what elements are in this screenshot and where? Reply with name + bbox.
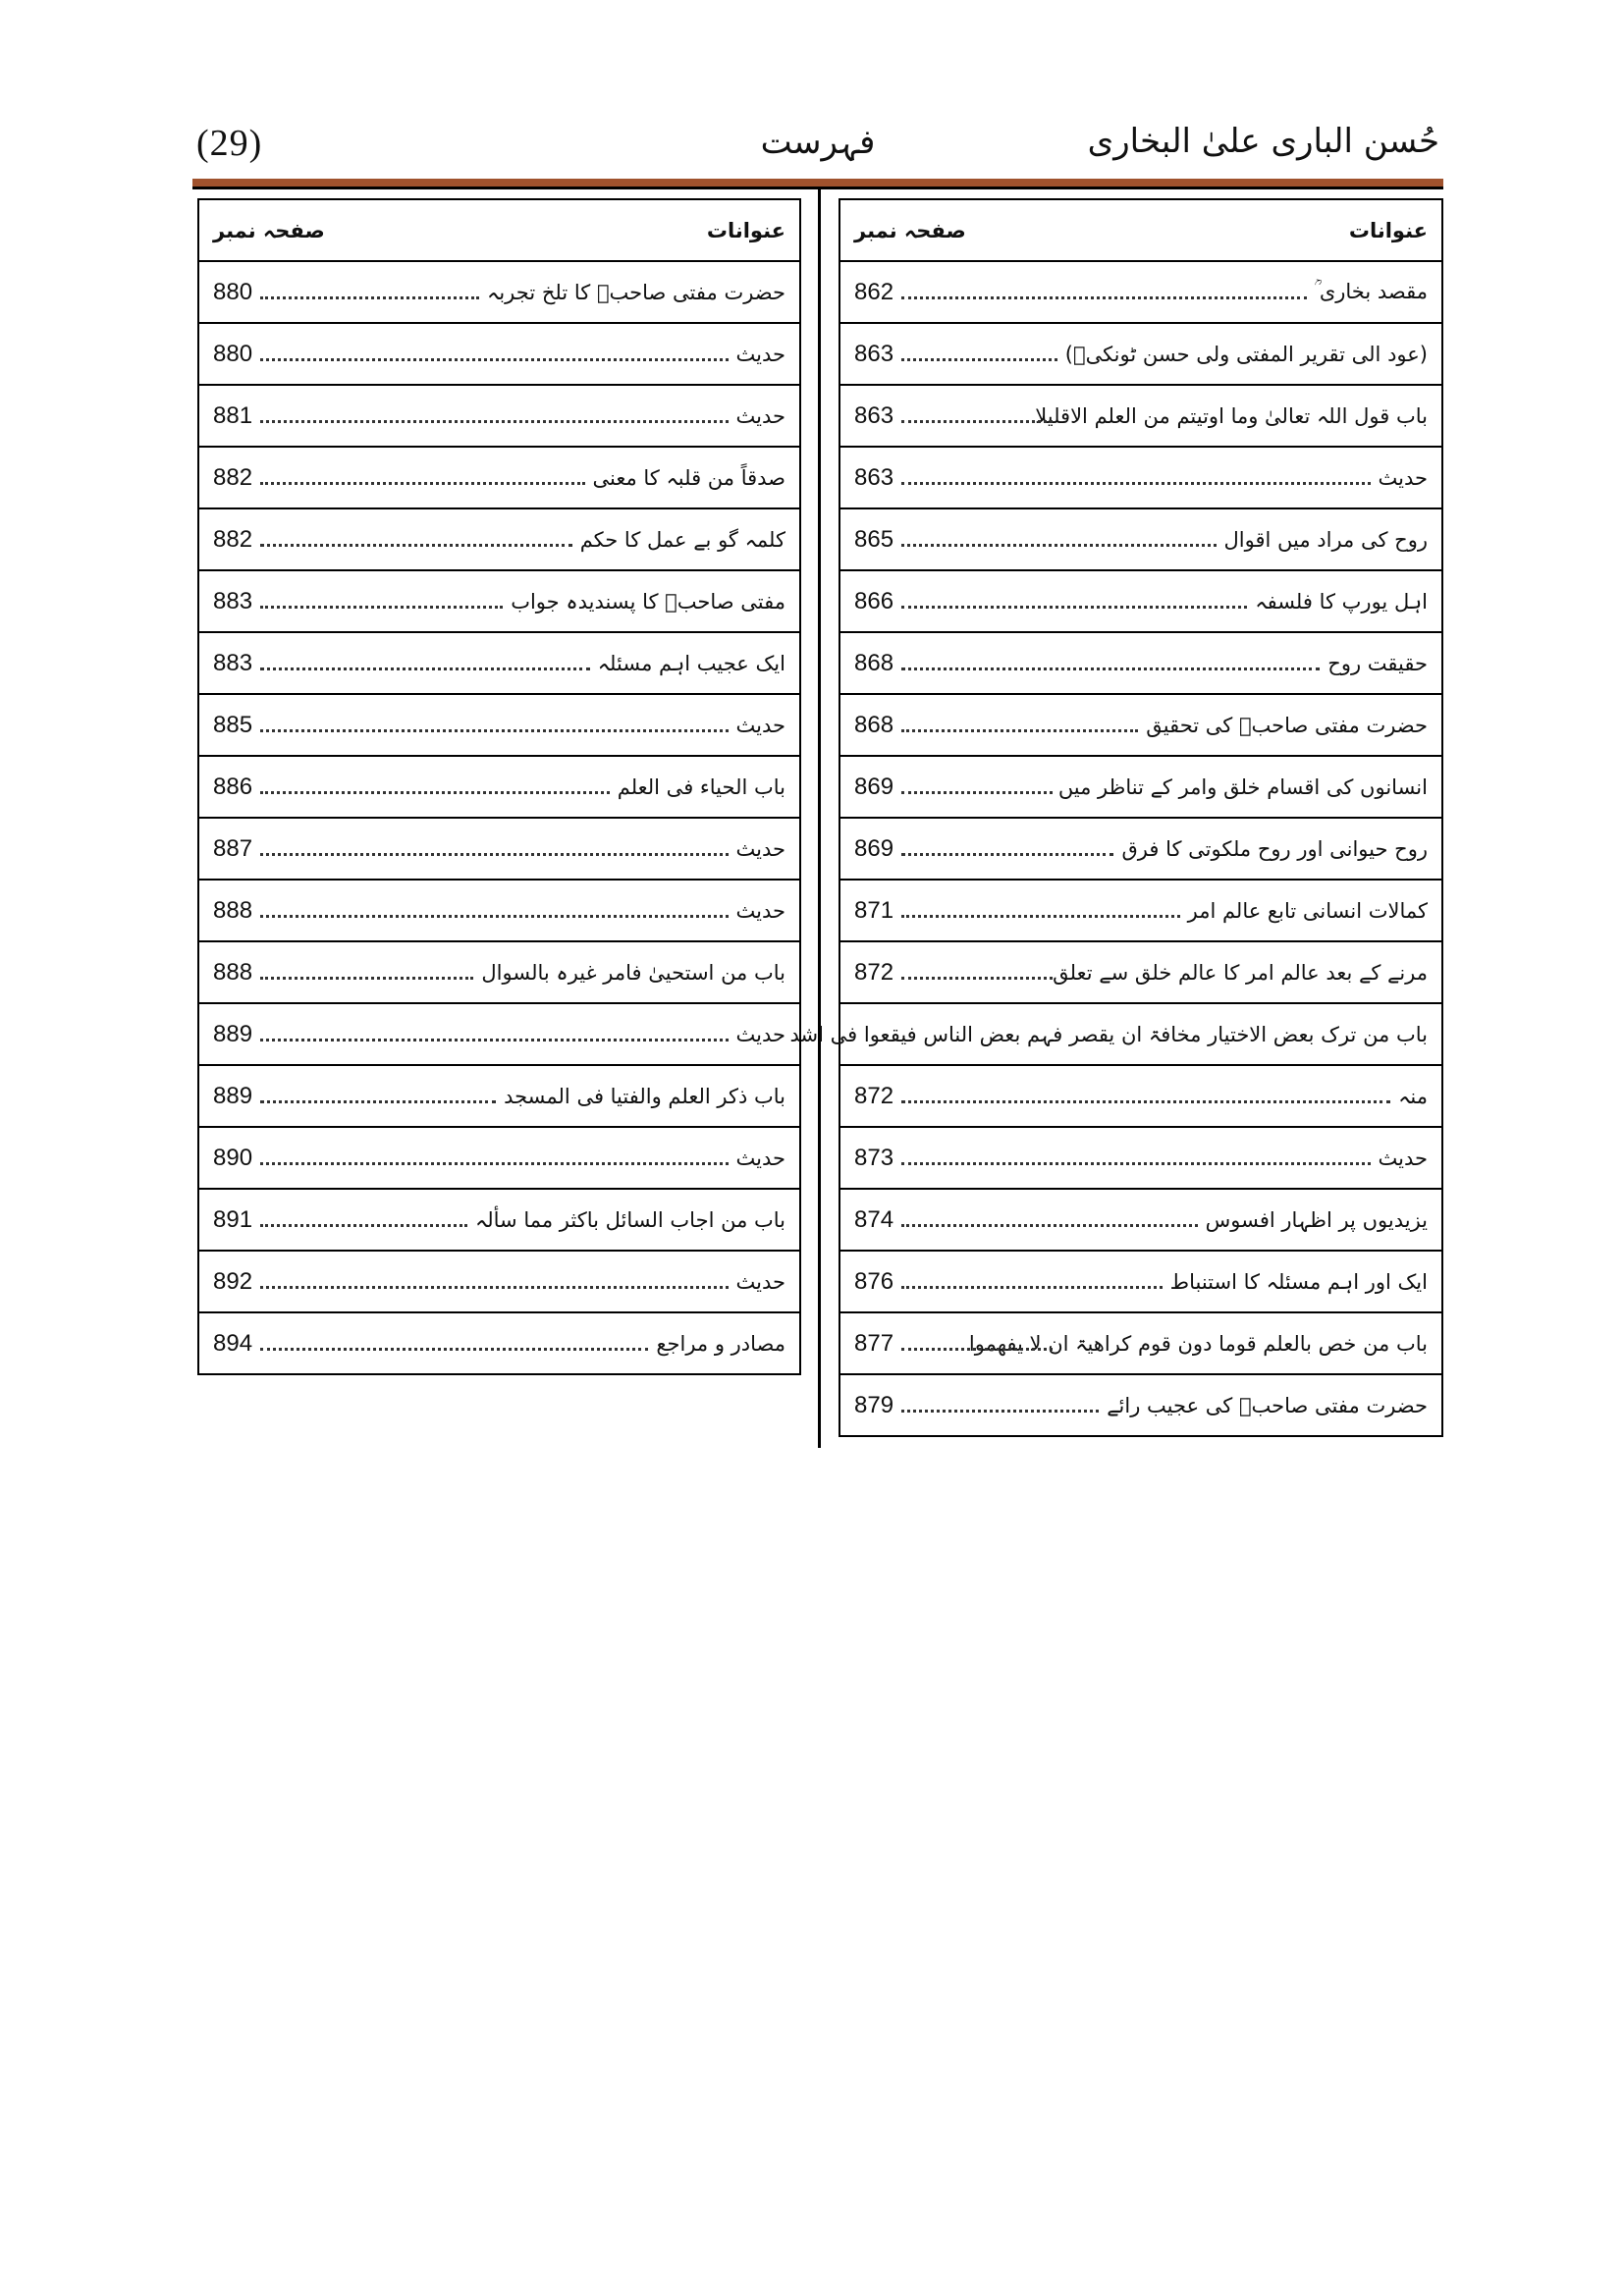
column-divider xyxy=(818,189,821,1448)
toc-row xyxy=(199,1313,799,1375)
toc-entry-title: حضرت مفتی صاحبؒ کا تلخ تجربہ xyxy=(487,280,785,304)
toc-entry-title: منہ xyxy=(1398,1084,1428,1108)
toc-row xyxy=(199,942,799,1004)
toc-entry-title: باب من خص بالعلم قوما دون قوم کراھیۃ ان لا یفھموا xyxy=(968,1331,1428,1356)
toc-row xyxy=(199,1252,799,1313)
toc-page-number: 876 xyxy=(854,1267,894,1295)
dot-leader xyxy=(260,420,728,423)
toc-page-number: 888 xyxy=(213,896,253,924)
toc-row xyxy=(840,881,1441,942)
toc-row xyxy=(199,1190,799,1252)
dot-leader xyxy=(260,977,473,980)
toc-page-number: 889 xyxy=(213,1082,253,1109)
header-topics: عنوانات xyxy=(706,218,785,242)
toc-row xyxy=(840,1066,1441,1128)
toc-entry-title: کلمہ گو بے عمل کا حکم xyxy=(579,527,785,552)
dot-leader xyxy=(901,296,1307,299)
toc-entry-title: حضرت مفتی صاحبؒ کی تحقیق xyxy=(1146,713,1428,737)
dot-leader xyxy=(901,667,1320,670)
toc-entry-title: باب ذکر العلم والفتیا فی المسجد xyxy=(504,1084,785,1108)
toc-entry-title: حدیث xyxy=(1378,1146,1428,1170)
dot-leader xyxy=(260,606,503,609)
dot-leader xyxy=(260,358,728,361)
header-rule-brown xyxy=(192,179,1443,187)
dot-leader xyxy=(260,544,572,547)
page-number: (29) xyxy=(196,123,263,164)
toc-page-number: 894 xyxy=(213,1329,253,1357)
toc-page-number: 866 xyxy=(854,587,894,614)
toc-entry-title: روح حیوانی اور روح ملکوتی کا فرق xyxy=(1121,836,1428,861)
toc-row xyxy=(840,819,1441,881)
toc-entry-title: مصادر و مراجع xyxy=(656,1331,785,1356)
dot-leader xyxy=(901,1224,1198,1227)
toc-row xyxy=(199,757,799,819)
dot-leader xyxy=(901,544,1217,547)
dot-leader xyxy=(260,853,728,856)
toc-page-number: 863 xyxy=(854,463,894,491)
toc-row xyxy=(840,1190,1441,1252)
toc-page-number: 863 xyxy=(854,401,894,429)
toc-row xyxy=(199,324,799,386)
dot-leader xyxy=(901,1410,1099,1413)
toc-row xyxy=(840,262,1441,324)
dot-leader xyxy=(260,667,590,670)
toc-page-number: 882 xyxy=(213,525,253,553)
toc-page-number: 881 xyxy=(213,401,253,429)
toc-entry-title: حدیث xyxy=(735,1146,785,1170)
toc-page-number: 883 xyxy=(213,649,253,676)
table-header-row xyxy=(840,200,1441,262)
toc-entry-title: مقصد بخاری ؒ xyxy=(1314,280,1428,303)
toc-page-number: 872 xyxy=(854,1082,894,1109)
toc-entry-title: حدیث xyxy=(735,403,785,428)
toc-row xyxy=(199,695,799,757)
toc-page-number: 892 xyxy=(213,1267,253,1295)
dot-leader xyxy=(901,1100,1390,1103)
dot-leader xyxy=(901,482,1370,485)
dot-leader xyxy=(901,791,1053,794)
toc-page-number: 873 xyxy=(854,1144,894,1171)
dot-leader xyxy=(901,1348,1053,1351)
dot-leader xyxy=(260,296,479,299)
toc-row xyxy=(840,1128,1441,1190)
toc-page-number: 869 xyxy=(854,834,894,862)
toc-entry-title: روح کی مراد میں اقوال xyxy=(1223,527,1428,552)
dot-leader xyxy=(260,1039,728,1041)
toc-table-left xyxy=(197,198,801,1375)
toc-page-number: 877 xyxy=(854,1329,894,1357)
dot-leader xyxy=(260,1348,648,1351)
dot-leader xyxy=(901,729,1138,732)
toc-entry-title: باب من ترک بعض الاختیار مخافۃ ان یقصر فہم بعض الناس فیقعوا فی اشد xyxy=(789,1022,1428,1046)
toc-row xyxy=(840,695,1441,757)
toc-row xyxy=(199,262,799,324)
dot-leader xyxy=(901,358,1057,361)
toc-row xyxy=(199,509,799,571)
dot-leader xyxy=(260,791,610,794)
dot-leader xyxy=(260,1286,728,1289)
toc-entry-title: حدیث xyxy=(1378,465,1428,490)
toc-page-number: 886 xyxy=(213,773,253,800)
toc-row xyxy=(199,633,799,695)
toc-row xyxy=(840,386,1441,448)
dot-leader xyxy=(901,915,1180,918)
toc-page-number: 869 xyxy=(854,773,894,800)
toc-page-number: 885 xyxy=(213,711,253,738)
toc-entry-title: حدیث xyxy=(735,1269,785,1294)
toc-page-number: 891 xyxy=(213,1205,253,1233)
toc-entry-title: حدیث xyxy=(735,342,785,366)
toc-entry-title: باب قول اللہ تعالیٰ وما اوتیتم من العلم الاقلیلا xyxy=(1035,403,1428,428)
toc-row xyxy=(840,324,1441,386)
dot-leader xyxy=(260,1100,496,1103)
toc-page-number: 882 xyxy=(213,463,253,491)
toc-row xyxy=(199,1004,799,1066)
toc-page-number: 888 xyxy=(213,958,253,986)
toc-page-number: 872 xyxy=(854,958,894,986)
toc-row xyxy=(840,571,1441,633)
toc-page-number: 868 xyxy=(854,711,894,738)
toc-page-number: 863 xyxy=(854,340,894,367)
dot-leader xyxy=(260,1162,728,1165)
toc-row xyxy=(840,1375,1441,1437)
dot-leader xyxy=(901,606,1247,609)
dot-leader xyxy=(260,915,728,918)
page-header xyxy=(192,116,1443,175)
toc-entry-title: یزیدیوں پر اظہار افسوس xyxy=(1205,1207,1428,1232)
toc-row xyxy=(840,509,1441,571)
toc-row xyxy=(840,757,1441,819)
toc-entry-title: حدیث xyxy=(735,713,785,737)
toc-row xyxy=(840,448,1441,509)
toc-entry-title: حدیث xyxy=(735,836,785,861)
toc-table-right xyxy=(789,198,1443,1437)
toc-entry-title: مرنے کے بعد عالم امر کا عالم خلق سے تعلق xyxy=(1053,960,1428,985)
toc-page-number: 871 xyxy=(854,896,894,924)
toc-entry-title: (عود الی تقریر المفتی ولی حسن ٹونکیؒ) xyxy=(1064,342,1428,366)
header-page: صفحہ نمبر xyxy=(213,218,325,242)
book-title: حُسن الباری علیٰ البخاری xyxy=(1087,122,1439,161)
toc-page-number: 889 xyxy=(213,1020,253,1047)
toc-entry-title: باب من اجاب السائل باکثر مما سألہ xyxy=(474,1207,785,1232)
toc-page-number: 883 xyxy=(213,587,253,614)
toc-entry-title: کمالات انسانی تابع عالم امر xyxy=(1187,898,1428,923)
toc-entry-title: انسانوں کی اقسام خلق وامر کے تناظر میں xyxy=(1057,774,1428,799)
toc-page-number: 879 xyxy=(854,1391,894,1418)
toc-row xyxy=(199,1128,799,1190)
toc-row xyxy=(199,819,799,881)
toc-entry-title: حقیقت روح xyxy=(1327,651,1428,675)
toc-page-number: 880 xyxy=(213,278,253,305)
toc-row xyxy=(199,448,799,509)
dot-leader xyxy=(901,1286,1163,1289)
toc-entry-title: ایک اور اہم مسئلہ کا استنباط xyxy=(1169,1269,1428,1294)
toc-row xyxy=(840,1313,1441,1375)
toc-row xyxy=(840,633,1441,695)
toc-page-number: 862 xyxy=(854,278,894,305)
toc-entry-title: باب الحیاء فی العلم xyxy=(617,774,785,799)
dot-leader xyxy=(260,1224,467,1227)
toc-entry-title: اہل یورپ کا فلسفہ xyxy=(1255,589,1428,614)
dot-leader xyxy=(260,729,728,732)
toc-entry-title: حضرت مفتی صاحبؒ کی عجیب رائے xyxy=(1107,1393,1428,1417)
dot-leader xyxy=(901,977,1053,980)
toc-row xyxy=(199,571,799,633)
toc-row xyxy=(840,942,1441,1004)
toc-row xyxy=(199,1066,799,1128)
dot-leader xyxy=(901,420,1053,423)
toc-entry-title: صدقاً من قلبہ کا معنی xyxy=(592,465,785,490)
toc-page-number: 874 xyxy=(854,1205,894,1233)
dot-leader xyxy=(901,1162,1370,1165)
toc-page-number: 868 xyxy=(854,649,894,676)
toc-row xyxy=(840,1252,1441,1313)
toc-page-number: 887 xyxy=(213,834,253,862)
toc-entry-title: مفتی صاحبؒ کا پسندیدہ جواب xyxy=(511,589,785,614)
toc-entry-title: ایک عجیب اہم مسئلہ xyxy=(597,651,785,675)
toc-page-number: 865 xyxy=(854,525,894,553)
toc-row xyxy=(199,386,799,448)
table-header-row xyxy=(199,200,799,262)
toc-page-number: 890 xyxy=(213,1144,253,1171)
header-topics: عنوانات xyxy=(1348,218,1428,242)
dot-leader xyxy=(260,482,584,485)
toc-row xyxy=(199,881,799,942)
toc-page-number: 880 xyxy=(213,340,253,367)
toc-entry-title: حدیث xyxy=(735,898,785,923)
section-title: فہرست xyxy=(760,123,876,162)
header-page: صفحہ نمبر xyxy=(854,218,966,242)
toc-entry-title: باب من استحییٰ فامر غیرہ بالسوال xyxy=(481,960,785,985)
dot-leader xyxy=(901,853,1113,856)
toc-entry-title: حدیث xyxy=(735,1022,785,1046)
toc-row xyxy=(789,1004,1441,1066)
